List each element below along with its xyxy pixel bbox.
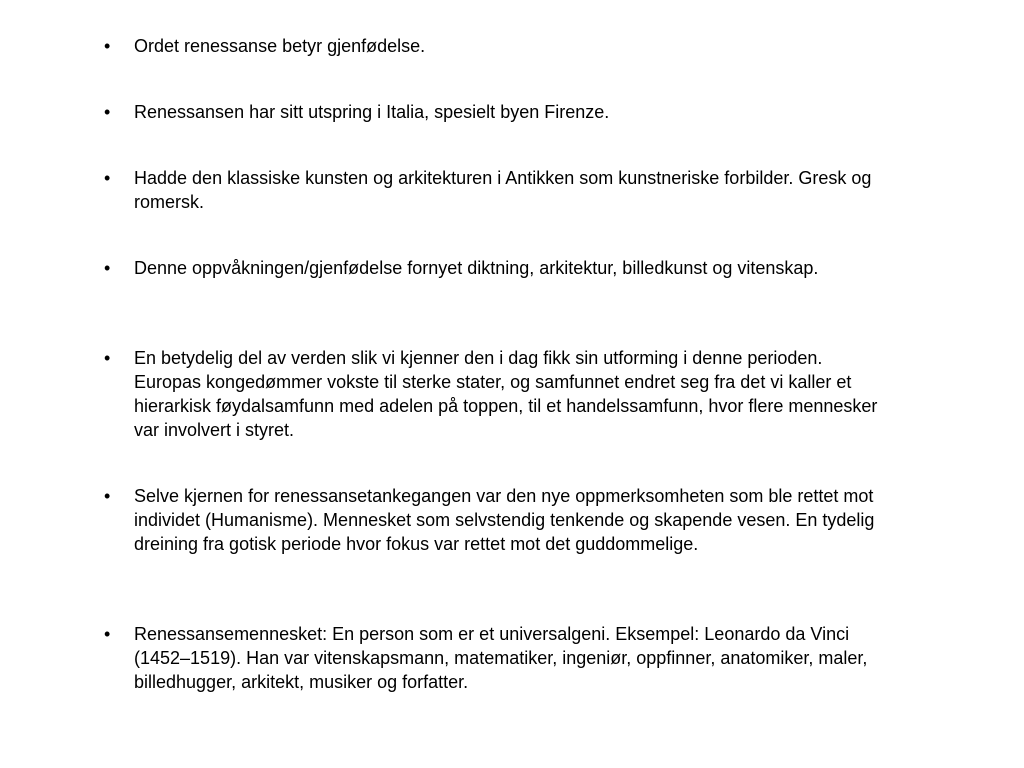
bullet-icon: •	[104, 624, 111, 644]
bullet-item-4	[104, 256, 884, 280]
bullet-text: Selve kjernen for renessansetankegangen var den nye oppmerksomheten som ble rettet mot individet (Humanisme). Mennesket som selvstendig tenkende og skapende vesen. En tydelig dreining fra gotisk periode hvor fokus var rettet mot det guddommelige.	[134, 486, 875, 554]
bullet-icon: •	[104, 486, 111, 506]
bullet-icon: •	[104, 102, 111, 122]
bullet-text: Renessansen har sitt utspring i Italia, spesielt byen Firenze.	[134, 102, 610, 122]
bullet-icon: •	[104, 36, 111, 56]
bullet-text: En betydelig del av verden slik vi kjenner den i dag fikk sin utforming i denne perioden. Europas kongedømmer vokste til sterke stater, og samfunnet endret seg fra det vi kaller et hierarkisk føydalsamfunn med adelen på toppen, til et handelssamfunn, hvor flere mennesker var involvert i styret.	[134, 348, 878, 440]
bullet-item-6	[104, 484, 884, 556]
bullet-item-7	[104, 622, 884, 694]
bullet-text: Denne oppvåkningen/gjenfødelse fornyet diktning, arkitektur, billedkunst og vitenskap.	[134, 258, 819, 278]
bullet-item-3	[104, 166, 884, 214]
bullet-icon: •	[104, 258, 111, 278]
bullet-icon: •	[104, 168, 111, 188]
bullet-text: Hadde den klassiske kunsten og arkitekturen i Antikken som kunstneriske forbilder. Gresk og romersk.	[134, 168, 872, 212]
bullet-text: Renessansemennesket: En person som er et universalgeni. Eksempel: Leonardo da Vinci (1452–1519). Han var vitenskapsmann, matematiker, ingeniør, oppfinner, anatomiker, maler, billedhugger, arkitekt, musiker og forfatter.	[134, 624, 868, 692]
bullet-icon: •	[104, 348, 111, 368]
bullet-item-1	[104, 34, 884, 58]
bullet-item-2	[104, 100, 884, 124]
bullet-item-5	[104, 346, 884, 442]
bullet-text: Ordet renessanse betyr gjenfødelse.	[134, 36, 426, 56]
